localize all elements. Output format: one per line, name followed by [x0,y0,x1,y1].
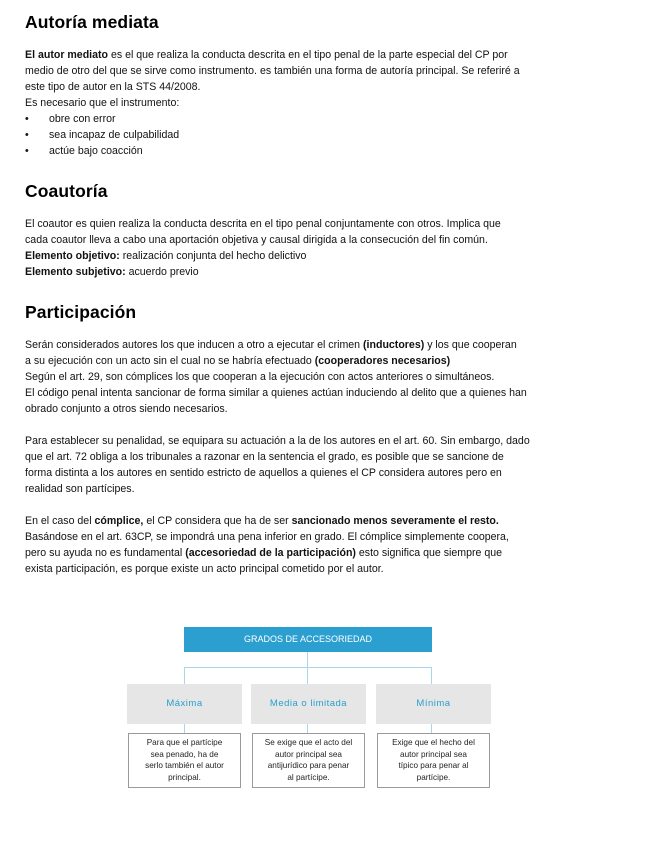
text: es el que realiza la conducta descrita en el tipo penal de la parte especial del CP por [108,49,508,61]
grade-box-minima: Mínima [376,684,491,724]
text-line: Para establecer su penalidad, se equipara su actuación a la de los autores en el art. 60. Sin embargo, dado [25,435,530,447]
text-line: forma distinta a los autores en sentido estricto de aquellos a quienes el CP considera autores pero en [25,467,502,479]
text-line: exista participación, es porque existe un acto principal cometido por el autor. [25,563,384,575]
list-item: • actúe bajo coacción [25,145,143,157]
connector [431,724,432,733]
text-line: Serán considerados autores los que inducen a otro a ejecutar el crimen (inductores) y los que cooperan [25,339,517,351]
connector [431,667,432,684]
connector [307,667,308,684]
connector [184,667,432,668]
text-line: medio de otro del que se sirve como instrumento. es también una forma de autoría principal. Se referiré a [25,65,520,77]
text-line: En el caso del cómplice, el CP considera que ha de ser sancionado menos severamente el resto. [25,515,499,527]
diagram-title: GRADOS DE ACCESORIEDAD [184,627,432,652]
text-line: a su ejecución con un acto sin el cual no se habría efectuado (cooperadores necesarios) [25,355,451,367]
text-line: que el art. 72 obliga a los tribunales a razonar en la sentencia el grado, es posible que se sancione de [25,451,504,463]
text-line: cada coautor lleva a cabo una aportación objetiva y causal dirigida a la consecución del fin común. [25,234,488,246]
paragraph [25,47,631,63]
grade-box-media: Media o limitada [251,684,366,724]
text-line: Según el art. 29, son cómplices los que cooperan a la ejecución con actos anteriores o simultáneos. [25,371,495,383]
document-page [25,12,631,577]
connector [307,724,308,733]
text-line: Elemento objetivo: realización conjunta del hecho delictivo [25,250,307,262]
bullet-list [25,111,631,159]
text-line: realidad son partícipes. [25,483,135,495]
connector [184,724,185,733]
accesoriedad-diagram [127,627,491,792]
grade-desc-maxima: Para que el partícipe sea penado, ha de serlo también el autor principal. [128,733,241,788]
grade-desc-media: Se exige que el acto del autor principal sea antijurídico para penar al partícipe. [252,733,365,788]
grade-box-maxima: Máxima [127,684,242,724]
section-coautoria-body [25,216,631,280]
text-line: este tipo de autor en la STS 44/2008. [25,81,201,93]
connector [184,667,185,684]
connector [307,652,308,668]
list-item: • sea incapaz de culpabilidad [25,129,180,141]
text-line: El código penal intenta sancionar de forma similar a quienes actúan induciendo al delito que a quienes han [25,387,527,399]
grade-desc-minima: Exige que el hecho del autor principal sea típico para penar al partícipe. [377,733,490,788]
list-item: • obre con error [25,113,116,125]
text-line: pero su ayuda no es fundamental (accesoriedad de la participación) esto significa que siempre que [25,547,502,559]
text-line: Elemento subjetivo: acuerdo previo [25,266,199,278]
text-line: Es necesario que el instrumento: [25,97,180,109]
heading-coautoria: Coautoría [25,181,108,201]
heading-participacion: Participación [25,302,137,322]
bold-term: El autor mediato [25,49,108,61]
text-line: obrado conjunto a otros siendo necesarios. [25,403,228,415]
text-line: El coautor es quien realiza la conducta descrita en el tipo penal conjuntamente con otros. Implica que [25,218,501,230]
text-line: Basándose en el art. 63CP, se impondrá una pena inferior en grado. El cómplice simplemente coopera, [25,531,509,543]
section-autoria-body [25,47,631,159]
section-participacion-body [25,337,631,577]
heading-autoria-mediata: Autoría mediata [25,12,159,32]
